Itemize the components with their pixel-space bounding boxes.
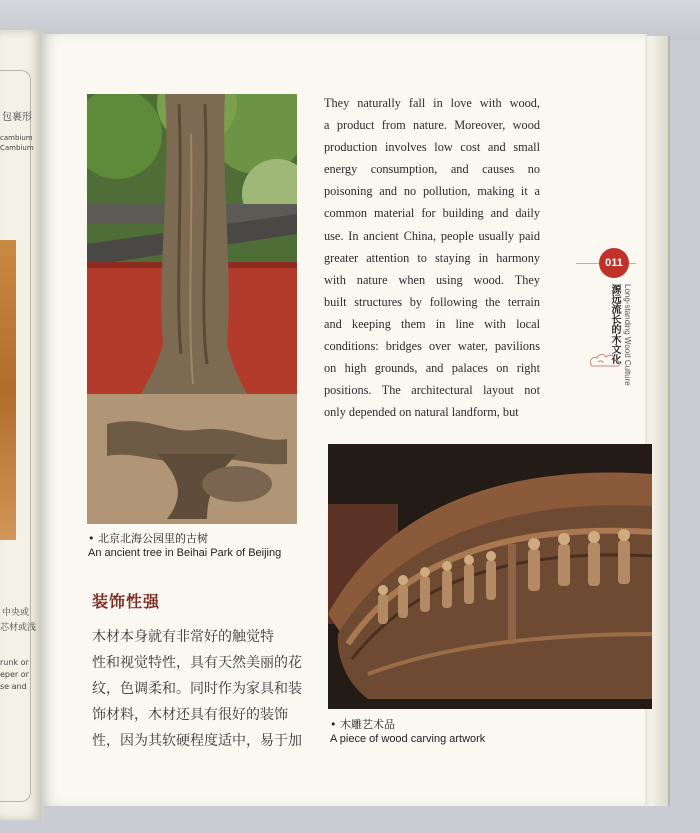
- left-page-text: 中央或: [2, 608, 30, 618]
- body-line: conditions: bridges over water, pavilions: [324, 339, 540, 354]
- left-page: [0, 30, 43, 820]
- left-page-text: cambium: [0, 134, 33, 142]
- zh-body-line: 性和视觉特性，具有天然美丽的花: [92, 655, 302, 671]
- left-page-text: 包裹形: [2, 112, 32, 123]
- page-number-badge: 011: [599, 248, 629, 278]
- zh-body-line: 饰材料，木材还具有很好的装饰: [92, 707, 288, 723]
- running-title-zh: 源远流长的木文化: [609, 284, 620, 364]
- zh-body-line: 纹，色调柔和。同时作为家具和装: [92, 681, 302, 697]
- section-heading: 装饰性强: [92, 592, 161, 611]
- left-page-text: se and: [0, 682, 27, 691]
- zh-body-line: 性，因为其软硬程度适中，易于加: [92, 733, 302, 749]
- body-line: use. In ancient China, people usually paid: [324, 228, 540, 243]
- left-page-wood-image: [0, 240, 16, 540]
- english-body-text: [324, 92, 540, 423]
- carving-caption-zh: • 木雕艺术品: [330, 718, 395, 731]
- body-line: only depended on natural landform, but: [324, 405, 519, 420]
- cloud-ornament-icon: [588, 352, 622, 370]
- body-line: greater attention to staying in harmony: [324, 250, 540, 265]
- carving-caption-en: A piece of wood carving artwork: [330, 733, 486, 745]
- tree-illustration: [87, 94, 297, 524]
- body-line: positions. The architectural layout not: [324, 383, 540, 398]
- body-line: common material for building and daily: [324, 206, 540, 221]
- body-line: and keeping them in line with local: [324, 316, 540, 331]
- chinese-body-text: [92, 624, 307, 754]
- body-line: on high grounds, and palaces on right: [324, 361, 540, 376]
- body-line: poisoning and no pollution, making it a: [324, 184, 540, 199]
- tree-caption-zh: • 北京北海公园里的古树: [88, 532, 208, 545]
- wood-carving-illustration: [328, 444, 652, 709]
- wood-carving-photo: [328, 444, 652, 709]
- left-page-text: 芯材或浅: [0, 623, 37, 633]
- body-line: They naturally fall in love with wood,: [324, 96, 540, 110]
- left-page-text: Cambium: [0, 144, 34, 152]
- zh-body-line: 木材本身就有非常好的触觉特: [92, 629, 274, 645]
- body-line: a product from nature. Moreover, wood: [324, 118, 540, 133]
- body-line: built structures by following the terrain: [324, 294, 540, 309]
- left-page-text: eper or: [0, 670, 29, 679]
- body-line: energy consumption, and causes no: [324, 162, 540, 177]
- left-page-text: runk or: [0, 658, 29, 667]
- running-title-en: Long-standing Wood Culture: [623, 284, 632, 386]
- body-line: with nature when using wood. They: [324, 272, 540, 287]
- ancient-tree-photo: [87, 94, 297, 524]
- body-line: production involves low cost and small: [324, 140, 540, 155]
- book-page: [40, 34, 645, 806]
- tree-caption-en: An ancient tree in Beihai Park of Beijing: [88, 547, 282, 559]
